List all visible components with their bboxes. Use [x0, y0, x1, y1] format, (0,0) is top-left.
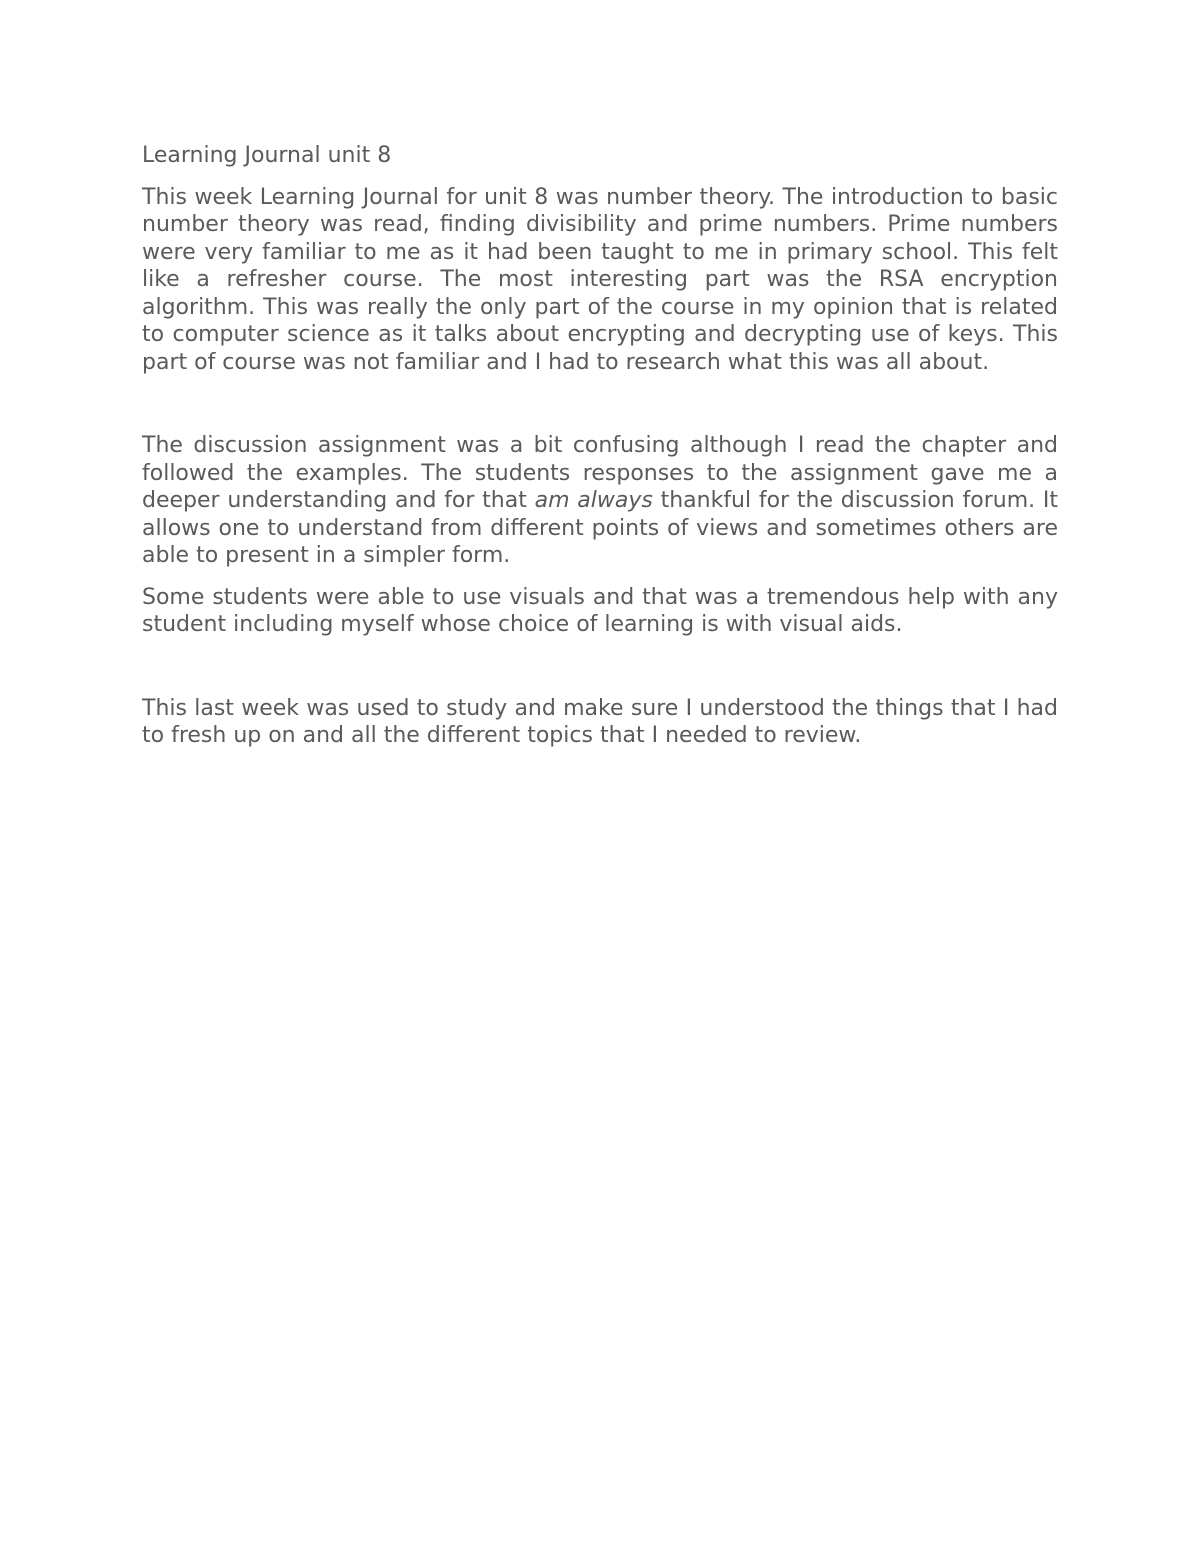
- paragraph-discussion-part-2: thankful for the discussion forum. It allows one to understand from different points of views and sometimes others are able to present in a simpler form.: [142, 488, 1058, 568]
- paragraph-number-theory: This week Learning Journal for unit 8 was number theory. The introduction to basic number theory was read, finding divisibility and prime numbers. Prime numbers were very familiar to me as it had been taught to me in primary school. This felt like a refresher course. The most interesting part was the RSA encryption algorithm. This was really the only part of the course in my opinion that is related to computer science as it talks about encrypting and decrypting use of keys. This part of course was not familiar and I had to research what this was all about.: [142, 184, 1058, 375]
- paragraph-last-week: This last week was used to study and make sure I understood the things that I had to fresh up on and all the different topics that I needed to review.: [142, 695, 1058, 748]
- document-body: [142, 142, 1058, 750]
- paragraph-discussion-part-1: The discussion assignment was a bit confusing although I read the chapter and followed the examples. The students responses to the assignment gave me a deeper understanding and for that: [142, 433, 1058, 513]
- paragraph-discussion: [142, 432, 1058, 570]
- paragraph-discussion-emphasis: am always: [534, 488, 653, 513]
- paragraph-visuals: Some students were able to use visuals and that was a tremendous help with any student including myself whose choice of learning is with visual aids.: [142, 584, 1058, 637]
- document-title: Learning Journal unit 8: [142, 143, 392, 168]
